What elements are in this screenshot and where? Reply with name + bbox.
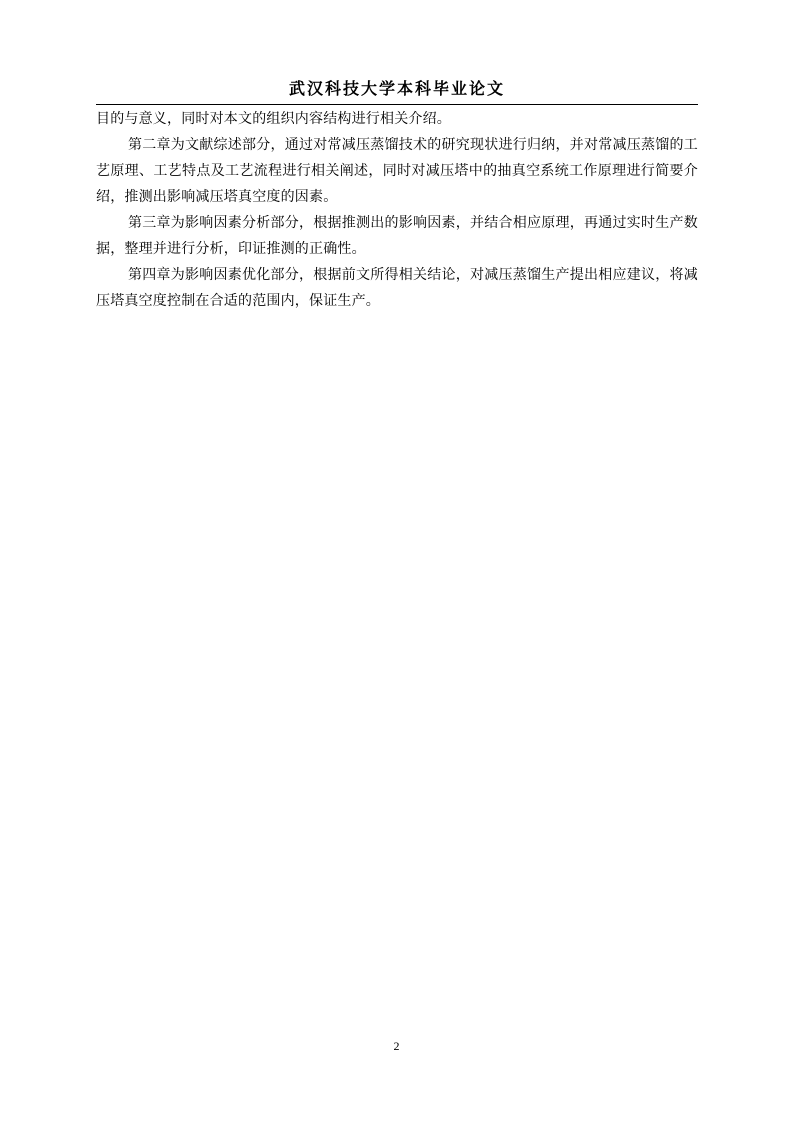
paragraph-chapter-four: 第四章为影响因素优化部分，根据前文所得相关结论，对减压蒸馏生产提出相应建议，将减压塔真空度控制在合适的范围内，保证生产。 <box>96 267 698 309</box>
body-text <box>96 106 698 314</box>
page-header <box>96 76 698 105</box>
paragraph-chapter-two: 第二章为文献综述部分，通过对常减压蒸馏技术的研究现状进行归纳，并对常减压蒸馏的工艺原理、工艺特点及工艺流程进行相关阐述，同时对减压塔中的抽真空系统工作原理进行简要介绍，推测出影响减压塔真空度的因素。 <box>96 137 698 205</box>
page-number: 2 <box>393 1039 400 1053</box>
header-title: 武汉科技大学本科毕业论文 <box>288 79 505 98</box>
paragraph-chapter-three: 第三章为影响因素分析部分，根据推测出的影响因素，并结合相应原理，再通过实时生产数据，整理并进行分析，印证推测的正确性。 <box>96 215 698 257</box>
paragraph-continuation: 目的与意义，同时对本文的组织内容结构进行相关介绍。 <box>96 111 451 127</box>
